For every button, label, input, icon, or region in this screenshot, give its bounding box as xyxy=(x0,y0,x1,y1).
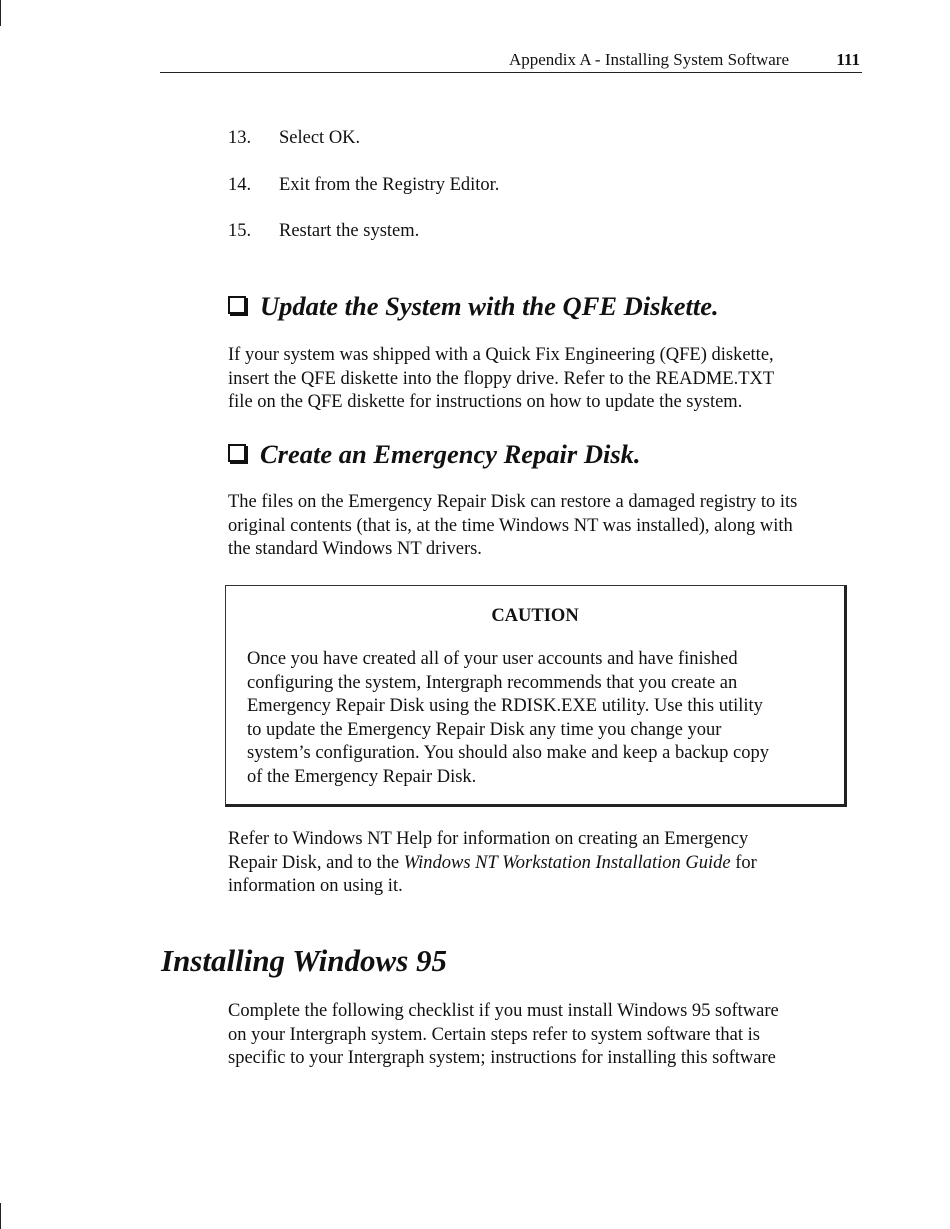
paragraph-line: file on the QFE diskette for instructions on how to update the system. xyxy=(228,392,743,412)
caution-line: Emergency Repair Disk using the RDISK.EXE utility. Use this utility xyxy=(247,696,763,716)
step-text: Exit from the Registry Editor. xyxy=(279,175,500,195)
paragraph-line: The files on the Emergency Repair Disk can restore a damaged registry to its xyxy=(228,492,798,512)
paragraph-line: insert the QFE diskette into the floppy drive. Refer to the README.TXT xyxy=(228,368,775,389)
step-text: Restart the system. xyxy=(279,221,420,241)
caution-title: CAUTION xyxy=(491,606,579,626)
page-edge-mark xyxy=(0,1203,1,1229)
line-text: for xyxy=(730,852,757,873)
paragraph-line: specific to your Intergraph system; instructions for installing this software xyxy=(228,1048,776,1068)
step-item xyxy=(228,174,499,197)
page-number: 111 xyxy=(836,50,860,69)
caution-line: to update the Emergency Repair Disk any time you change your xyxy=(247,719,722,740)
step-number: 13. xyxy=(228,128,252,148)
step-number: 14. xyxy=(228,175,252,195)
running-header xyxy=(160,48,862,73)
section-heading-qfe xyxy=(228,290,719,322)
paragraph-erd xyxy=(228,491,848,562)
paragraph-line: original contents (that is, at the time Windows NT was installed), along with xyxy=(228,515,793,536)
step-item xyxy=(228,220,419,243)
step-text: Select OK. xyxy=(279,128,361,148)
caution-box xyxy=(225,585,847,807)
step-item xyxy=(228,127,360,150)
caution-body xyxy=(247,648,827,789)
caution-line: configuring the system, Intergraph recommends that you create an xyxy=(247,672,738,693)
section-heading-text: Create an Emergency Repair Disk. xyxy=(260,439,641,469)
checkbox-icon xyxy=(228,444,246,462)
chapter-heading: Installing Windows 95 xyxy=(161,943,448,978)
paragraph-line: If your system was shipped with a Quick Fix Engineering (QFE) diskette, xyxy=(228,345,774,365)
section-heading-erd xyxy=(228,438,641,470)
checkbox-icon xyxy=(228,296,246,314)
guide-title: Windows NT Workstation Installation Guide xyxy=(403,852,731,873)
page-edge-mark xyxy=(0,0,1,26)
section-heading-text: Update the System with the QFE Diskette. xyxy=(260,291,719,321)
paragraph-win95 xyxy=(228,1000,848,1071)
line-text: Repair Disk, and to the xyxy=(228,852,404,873)
paragraph-line: information on using it. xyxy=(228,876,403,896)
header-title: Appendix A - Installing System Software xyxy=(508,50,789,69)
caution-line: system’s configuration. You should also make and keep a backup copy xyxy=(247,743,770,763)
paragraph-refer xyxy=(228,828,848,899)
step-number: 15. xyxy=(228,221,252,241)
caution-line: of the Emergency Repair Disk. xyxy=(247,766,477,787)
paragraph-line: Complete the following checklist if you must install Windows 95 software xyxy=(228,1001,779,1021)
paragraph-qfe xyxy=(228,344,848,415)
caution-line: Once you have created all of your user accounts and have finished xyxy=(247,649,738,669)
paragraph-line: Refer to Windows NT Help for information on creating an Emergency xyxy=(228,829,749,849)
paragraph-line: the standard Windows NT drivers. xyxy=(228,539,482,559)
paragraph-line xyxy=(228,852,848,876)
paragraph-line: on your Intergraph system. Certain steps refer to system software that is xyxy=(228,1024,760,1045)
